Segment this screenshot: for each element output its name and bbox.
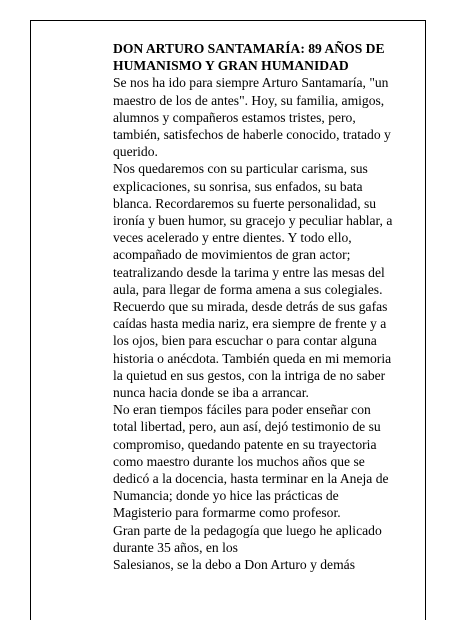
paragraph-6: Salesianos, se la debo a Don Arturo y demás — [113, 557, 355, 573]
article-body — [113, 40, 395, 573]
paragraph-3: Recuerdo que su mirada, desde detrás de sus gafas caídas hasta media nariz, era siempre de frente y a los ojos, bien para escuchar o para contar alguna historia o anécdota. También queda en mi memoria la quietud en sus gestos, con la intriga de no saber nunca hacia donde se iba a arrancar. — [113, 299, 392, 401]
article-title: DON ARTURO SANTAMARÍA: 89 AÑOS DE HUMANISMO Y GRAN HUMANIDAD — [113, 41, 385, 74]
paragraph-2: Nos quedaremos con su particular carisma, sus explicaciones, su sonrisa, sus enfados, su bata blanca. Recordaremos su fuerte personalidad, su ironía y buen humor, su gracejo y peculiar hablar, a veces acelerado y entre dientes. Y todo ello, acompañado de movimientos de gran actor; teatralizando desde la tarima y entre las mesas del aula, para llegar de forma amena a sus colegiales. — [113, 161, 393, 297]
paragraph-1: Se nos ha ido para siempre Arturo Santamaría, "un maestro de los de antes". Hoy, su familia, amigos, alumnos y compañeros estamos tristes, pero, también, satisfechos de haberle conocido, tratado y querido. — [113, 75, 391, 160]
paragraph-5: Gran parte de la pedagogía que luego he aplicado durante 35 años, en los — [113, 522, 382, 555]
paragraph-4: No eran tiempos fáciles para poder enseñar con total libertad, pero, aun así, dejó testimonio de su compromiso, quedando patente en su trayectoria como maestro durante los muchos años que se dedicó a la docencia, hasta terminar en la Aneja de Numancia; donde yo hice las prácticas de Magisterio para formarme como profesor. — [113, 402, 389, 521]
